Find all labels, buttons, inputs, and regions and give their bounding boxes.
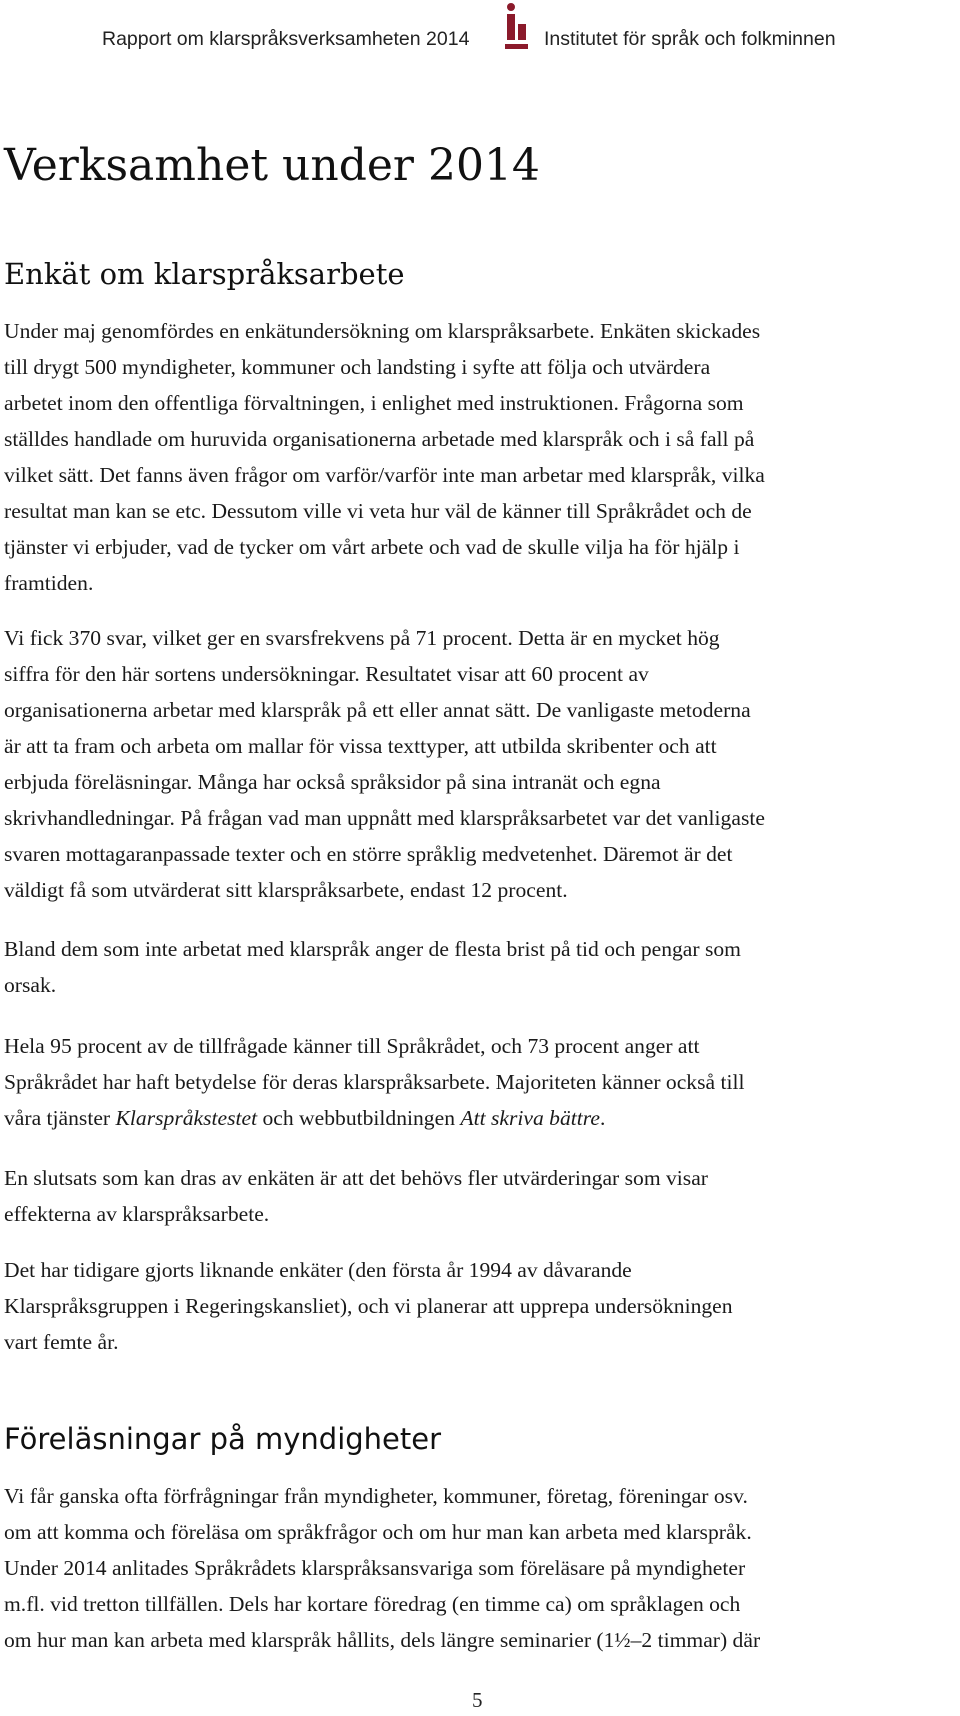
text-line: resultat man kan se etc. Dessutom ville vi veta hur väl de känner till Språkrådet och de [4, 499, 752, 523]
text-span: våra tjänster [4, 1106, 116, 1130]
paragraph-non-users [4, 931, 959, 1003]
institute-logo-icon [503, 2, 529, 54]
paragraph-survey-results [4, 620, 959, 908]
text-line: framtiden. [4, 571, 94, 595]
text-line: är att ta fram och arbeta om mallar för vissa texttyper, att utbilda skribenter och att [4, 734, 717, 758]
header-report-title: Rapport om klarspråksverksamheten 2014 [102, 28, 470, 50]
service-name-klarsprakstestet: Klarspråkstestet [115, 1106, 258, 1130]
section-heading-lectures: Föreläsningar på myndigheter [4, 1422, 442, 1456]
text-line: erbjuda föreläsningar. Många har också språksidor på sina intranät och egna [4, 770, 661, 794]
text-line: vart femte år. [4, 1330, 119, 1354]
header-institute-name: Institutet för språk och folkminnen [544, 28, 836, 50]
text-line: organisationerna arbetar med klarspråk på ett eller annat sätt. De vanligaste metoderna [4, 698, 751, 722]
text-line: Vi får ganska ofta förfrågningar från myndigheter, kommuner, företag, föreningar osv. [4, 1484, 748, 1508]
text-line: Bland dem som inte arbetat med klarspråk anger de flesta brist på tid och pengar som [4, 937, 741, 961]
text-line: Hela 95 procent av de tillfrågade känner till Språkrådet, och 73 procent anger att [4, 1034, 700, 1058]
text-line [4, 1100, 959, 1136]
page-title: Verksamhet under 2014 [4, 140, 540, 191]
text-span: och webbutbildningen [257, 1106, 461, 1130]
text-line: Vi fick 370 svar, vilket ger en svarsfrekvens på 71 procent. Detta är en mycket hög [4, 626, 720, 650]
text-line: vilket sätt. Det fanns även frågor om varför/varför inte man arbetar med klarspråk, vilka [4, 463, 765, 487]
text-line: En slutsats som kan dras av enkäten är att det behövs fler utvärderingar som visar [4, 1166, 708, 1190]
text-line: tjänster vi erbjuder, vad de tycker om vårt arbete och vad de skulle vilja ha för hjälp i [4, 535, 740, 559]
text-line: om att komma och föreläsa om språkfrågor och om hur man kan arbeta med klarspråk. [4, 1520, 752, 1544]
text-line: orsak. [4, 973, 57, 997]
text-line: väldigt få som utvärderat sitt klarspråksarbete, endast 12 procent. [4, 878, 568, 902]
paragraph-lectures [4, 1478, 959, 1658]
page-number: 5 [472, 1688, 483, 1712]
text-line: skrivhandledningar. På frågan vad man uppnått med klarspråksarbetet var det vanligaste [4, 806, 765, 830]
text-line: Det har tidigare gjorts liknande enkäter (den första år 1994 av dåvarande [4, 1258, 632, 1282]
page-header [0, 0, 960, 80]
text-line: svaren mottagaranpassade texter och en större språklig medvetenhet. Däremot är det [4, 842, 733, 866]
text-line: Under 2014 anlitades Språkrådets klarspråksansvariga som föreläsare på myndigheter [4, 1556, 746, 1580]
paragraph-history [4, 1252, 959, 1360]
paragraph-awareness [4, 1028, 959, 1136]
text-line: Klarspråksgruppen i Regeringskansliet), och vi planerar att upprepa undersökningen [4, 1294, 733, 1318]
section-heading-survey: Enkät om klarspråksarbete [4, 257, 405, 291]
text-span: . [599, 1106, 606, 1130]
text-line: till drygt 500 myndigheter, kommuner och landsting i syfte att följa och utvärdera [4, 355, 711, 379]
paragraph-survey-intro [4, 313, 959, 601]
text-line: Under maj genomfördes en enkätundersökning om klarspråksarbete. Enkäten skickades [4, 319, 761, 343]
text-line: om hur man kan arbeta med klarspråk hållits, dels längre seminarier (1½–2 timmar) där [4, 1628, 761, 1652]
service-name-att-skriva-battre: Att skriva bättre [460, 1106, 600, 1130]
text-line: ställdes handlade om huruvida organisationerna arbetade med klarspråk och i så fall på [4, 427, 755, 451]
text-line: siffra för den här sortens undersökningar. Resultatet visar att 60 procent av [4, 662, 649, 686]
text-line: effekterna av klarspråksarbete. [4, 1202, 270, 1226]
text-line: Språkrådet har haft betydelse för deras klarspråksarbete. Majoriteten känner också till [4, 1070, 745, 1094]
text-line: m.fl. vid tretton tillfällen. Dels har kortare föredrag (en timme ca) om språklagen och [4, 1592, 741, 1616]
text-line: arbetet inom den offentliga förvaltningen, i enlighet med instruktionen. Frågorna som [4, 391, 744, 415]
paragraph-conclusion [4, 1160, 959, 1232]
